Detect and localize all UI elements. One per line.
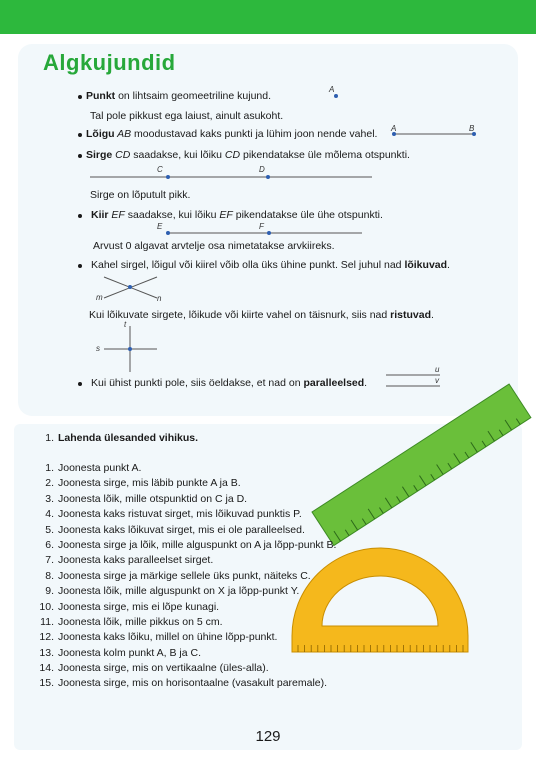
exercise-number: 3. [45, 492, 54, 505]
exercise-text: Joonesta lõik, mille alguspunkt on X ja lõpp-punkt Y. [58, 585, 300, 598]
item-ristuvad: Kui lõikuvate sirgete, lõikude või kiirte vahel on täisnurk, siis nad ristuvad. [89, 309, 434, 321]
exercise-number: 6. [45, 538, 54, 551]
label-v: v [435, 376, 439, 385]
label-a-point: A [329, 85, 335, 94]
exercise-item [36, 616, 336, 631]
point-a [334, 94, 338, 98]
item-loikuvad: Kahel sirgel, lõigul või kiirel võib olla üks ühine punkt. Sel juhul nad lõikuvad. [91, 259, 450, 271]
exercise-item [36, 508, 336, 523]
item-loik: Lõigu AB moodustavad kaks punkti ja lühim joon nende vahel. [86, 128, 378, 140]
exercise-text: Joonesta sirge, mis läbib punkte A ja B. [58, 477, 241, 490]
item-punkt-desc: Tal pole pikkust ega laiust, ainult asukoht. [90, 110, 284, 122]
ruler-image [312, 384, 531, 546]
exercise-item [36, 477, 336, 492]
exercise-text: Joonesta kaks lõikuvat sirget, mis ei ole paralleelsed. [58, 523, 305, 536]
exercise-item [36, 601, 336, 616]
exercise-text: Joonesta punkt A. [58, 462, 142, 474]
item-paralleelsed: Kui ühist punkti pole, siis öeldakse, et nad on paralleelsed. [91, 377, 368, 389]
exercise-item [36, 554, 336, 569]
exercise-text: Joonesta lõik, mille pikkus on 5 cm. [58, 615, 223, 628]
task-heading: 1. Lahenda ülesanded vihikus. [45, 432, 199, 444]
exercise-text: Joonesta kaks lõiku, millel on ühine lõpp-punkt. [58, 631, 278, 644]
exercise-item [36, 662, 336, 677]
item-sirge: Sirge CD saadakse, kui lõiku CD pikendatakse üle mõlema otspunkti. [86, 149, 410, 161]
exercise-item [36, 570, 336, 585]
point-e [166, 231, 170, 235]
exercise-number: 12. [39, 631, 54, 644]
exercise-number: 5. [45, 523, 54, 536]
label-t: t [124, 320, 127, 329]
exercise-number: 4. [45, 508, 54, 521]
label-n: n [157, 294, 162, 303]
exercise-item [36, 585, 336, 600]
exercise-item [36, 524, 336, 539]
exercise-number: 2. [45, 477, 54, 490]
exercise-text: Joonesta kaks paralleelset sirget. [58, 554, 214, 567]
label-b: B [469, 124, 475, 133]
label-c: C [157, 165, 163, 174]
exercise-number: 15. [39, 677, 54, 690]
exercise-number: 1. [45, 462, 54, 474]
label-d: D [259, 165, 265, 174]
exercise-text: Joonesta sirge ja märkige sellele üks punkt, näiteks C. [58, 569, 311, 582]
exercise-text: Joonesta sirge ja lõik, mille alguspunkt on A ja lõpp-punkt B. [58, 538, 337, 551]
item-punkt: Punkt on lihtsaim geomeetriline kujund. [86, 90, 272, 102]
exercise-item [36, 677, 336, 692]
exercise-number: 7. [45, 554, 54, 567]
exercise-item [36, 493, 336, 508]
exercise-item [36, 539, 336, 554]
exercise-text: Joonesta lõik, mille otspunktid on C ja D. [58, 492, 248, 505]
exercise-number: 14. [39, 662, 54, 675]
item-kiir: Kiir EF saadakse, kui lõiku EF pikendatakse üle ühe otspunkti. [91, 209, 383, 221]
exercise-list [36, 462, 336, 693]
exercise-text: Joonesta sirge, mis on horisontaalne (vasakult paremale). [58, 677, 328, 690]
exercise-item [36, 631, 336, 646]
item-sirge-desc: Sirge on lõputult pikk. [90, 189, 191, 201]
label-f: F [259, 222, 264, 231]
exercise-text: Joonesta sirge, mis ei lõpe kunagi. [58, 600, 220, 613]
exercise-number: 11. [40, 615, 54, 628]
exercise-text: Joonesta sirge, mis on vertikaalne (üles-alla). [58, 662, 269, 675]
point-d [266, 175, 270, 179]
label-m: m [96, 293, 103, 302]
exercise-item [36, 647, 336, 662]
label-e: E [157, 222, 163, 231]
exercise-text: Joonesta kolm punkt A, B ja C. [58, 646, 201, 659]
intersection-point [128, 285, 132, 289]
page-title: Algkujundid [43, 50, 176, 75]
point-f [267, 231, 271, 235]
exercise-number: 8. [45, 569, 54, 582]
item-kiir-desc: Arvust 0 algavat arvtelje osa nimetatakse arvkiireks. [93, 240, 335, 252]
label-u: u [435, 365, 440, 374]
exercise-text: Joonesta kaks ristuvat sirget, mis lõikuvad punktis P. [58, 508, 302, 521]
exercise-number: 9. [45, 585, 54, 598]
exercise-number: 10. [39, 600, 54, 613]
label-a: A [391, 124, 397, 133]
point-c [166, 175, 170, 179]
exercise-number: 13. [39, 646, 54, 659]
label-s: s [96, 344, 100, 353]
perpendicular-point [128, 347, 132, 351]
page-number: 129 [255, 728, 281, 745]
exercise-item [36, 462, 336, 477]
